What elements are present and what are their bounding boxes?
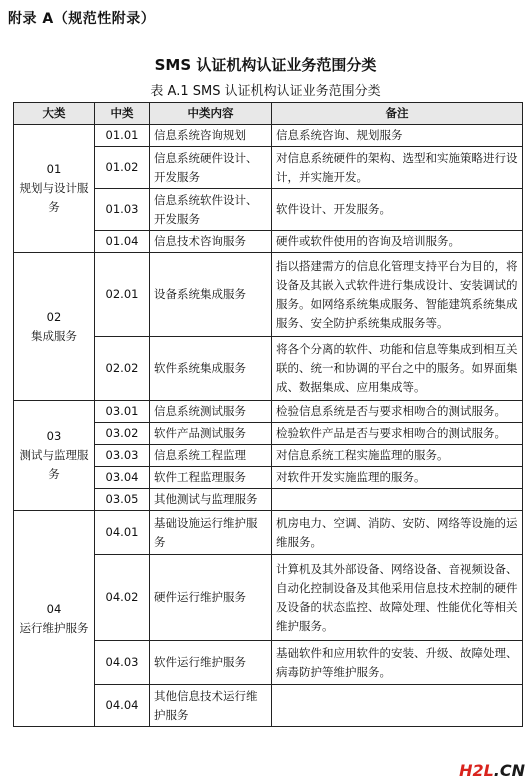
sub-category-code: 04.02 [95, 555, 150, 641]
remarks-cell: 软件设计、开发服务。 [272, 189, 523, 231]
sub-category-code: 02.02 [95, 337, 150, 401]
table-row [14, 401, 523, 423]
remarks-cell: 指以搭建需方的信息化管理支持平台为目的，将设备及其嵌入式软件进行集成设计、安装调试的服务。如网络系统集成服务、智能建筑系统集成服务、安全防护系统集成服务等。 [272, 253, 523, 337]
sub-category-content: 软件运行维护服务 [150, 641, 272, 685]
sub-category-content: 基础设施运行维护服务 [150, 511, 272, 555]
table-caption: 表 A.1 SMS 认证机构认证业务范围分类 [150, 84, 381, 99]
remarks-cell: 对信息系统硬件的架构、选型和实施策略进行设计，并实施开发。 [272, 147, 523, 189]
appendix-heading: 附录 A（规范性附录） [8, 11, 156, 27]
sub-category-code: 04.01 [95, 511, 150, 555]
remarks-cell: 将各个分离的软件、功能和信息等集成到相互关联的、统一和协调的平台之中的服务。如界面集成、数据集成、应用集成等。 [272, 337, 523, 401]
major-category-cell [14, 125, 95, 253]
major-category-cell [14, 401, 95, 511]
sub-category-content: 信息系统工程监理 [150, 445, 272, 467]
major-category-name: 规划与设计服务 [19, 181, 89, 214]
sub-category-content: 信息系统咨询规划 [150, 125, 272, 147]
major-category-cell [14, 253, 95, 401]
major-category-code: 01 [46, 162, 62, 176]
table-body [14, 125, 523, 727]
major-category-name: 测试与监理服务 [19, 448, 89, 481]
sub-category-code: 04.03 [95, 641, 150, 685]
sub-category-code: 03.03 [95, 445, 150, 467]
major-category-name: 集成服务 [31, 328, 77, 343]
header-sub-category: 中类 [95, 103, 150, 125]
sub-category-code: 03.05 [95, 489, 150, 511]
header-sub-content: 中类内容 [150, 103, 272, 125]
remarks-cell: 检验软件产品是否与要求相吻合的测试服务。 [272, 423, 523, 445]
site-watermark [459, 761, 525, 780]
sub-category-code: 03.04 [95, 467, 150, 489]
classification-table [13, 102, 523, 727]
sub-category-content: 信息系统硬件设计、开发服务 [150, 147, 272, 189]
remarks-cell: 机房电力、空调、消防、安防、网络等设施的运维服务。 [272, 511, 523, 555]
remarks-cell: 基础软件和应用软件的安装、升级、故障处理、病毒防护等维护服务。 [272, 641, 523, 685]
watermark-part-b: .CN [493, 761, 525, 780]
major-category-code: 03 [46, 429, 62, 443]
remarks-cell: 硬件或软件使用的咨询及培训服务。 [272, 231, 523, 253]
remarks-cell [272, 685, 523, 727]
table-row [14, 511, 523, 555]
table-row [14, 253, 523, 337]
sub-category-content: 其他信息技术运行维护服务 [150, 685, 272, 727]
table-row [14, 125, 523, 147]
major-category-code: 02 [46, 309, 62, 324]
header-major-category: 大类 [14, 103, 95, 125]
sub-category-content: 信息技术咨询服务 [150, 231, 272, 253]
remarks-cell: 对信息系统工程实施监理的服务。 [272, 445, 523, 467]
sub-category-content: 信息系统软件设计、开发服务 [150, 189, 272, 231]
major-category-code: 04 [46, 601, 62, 616]
header-remarks: 备注 [272, 103, 523, 125]
sub-category-code: 01.04 [95, 231, 150, 253]
remarks-cell [272, 489, 523, 511]
major-category-name: 运行维护服务 [19, 620, 89, 635]
sub-category-content: 设备系统集成服务 [150, 253, 272, 337]
remarks-cell: 检验信息系统是否与要求相吻合的测试服务。 [272, 401, 523, 423]
sub-category-code: 03.01 [95, 401, 150, 423]
sub-category-code: 01.03 [95, 189, 150, 231]
table-header-row [14, 103, 523, 125]
remarks-cell: 信息系统咨询、规划服务 [272, 125, 523, 147]
sub-category-content: 软件产品测试服务 [150, 423, 272, 445]
sub-category-content: 其他测试与监理服务 [150, 489, 272, 511]
document-title: SMS 认证机构认证业务范围分类 [154, 56, 377, 74]
remarks-cell: 对软件开发实施监理的服务。 [272, 467, 523, 489]
watermark-part-a: H2L [459, 761, 494, 780]
sub-category-code: 01.01 [95, 125, 150, 147]
sub-category-content: 信息系统测试服务 [150, 401, 272, 423]
sub-category-code: 03.02 [95, 423, 150, 445]
sub-category-code: 01.02 [95, 147, 150, 189]
sub-category-content: 软件系统集成服务 [150, 337, 272, 401]
sub-category-code: 02.01 [95, 253, 150, 337]
sub-category-code: 04.04 [95, 685, 150, 727]
sub-category-content: 软件工程监理服务 [150, 467, 272, 489]
major-category-cell [14, 511, 95, 727]
sub-category-content: 硬件运行维护服务 [150, 555, 272, 641]
remarks-cell: 计算机及其外部设备、网络设备、音视频设备、自动化控制设备及其他采用信息技术控制的硬件及设备的状态监控、故障处理、性能优化等相关维护服务。 [272, 555, 523, 641]
